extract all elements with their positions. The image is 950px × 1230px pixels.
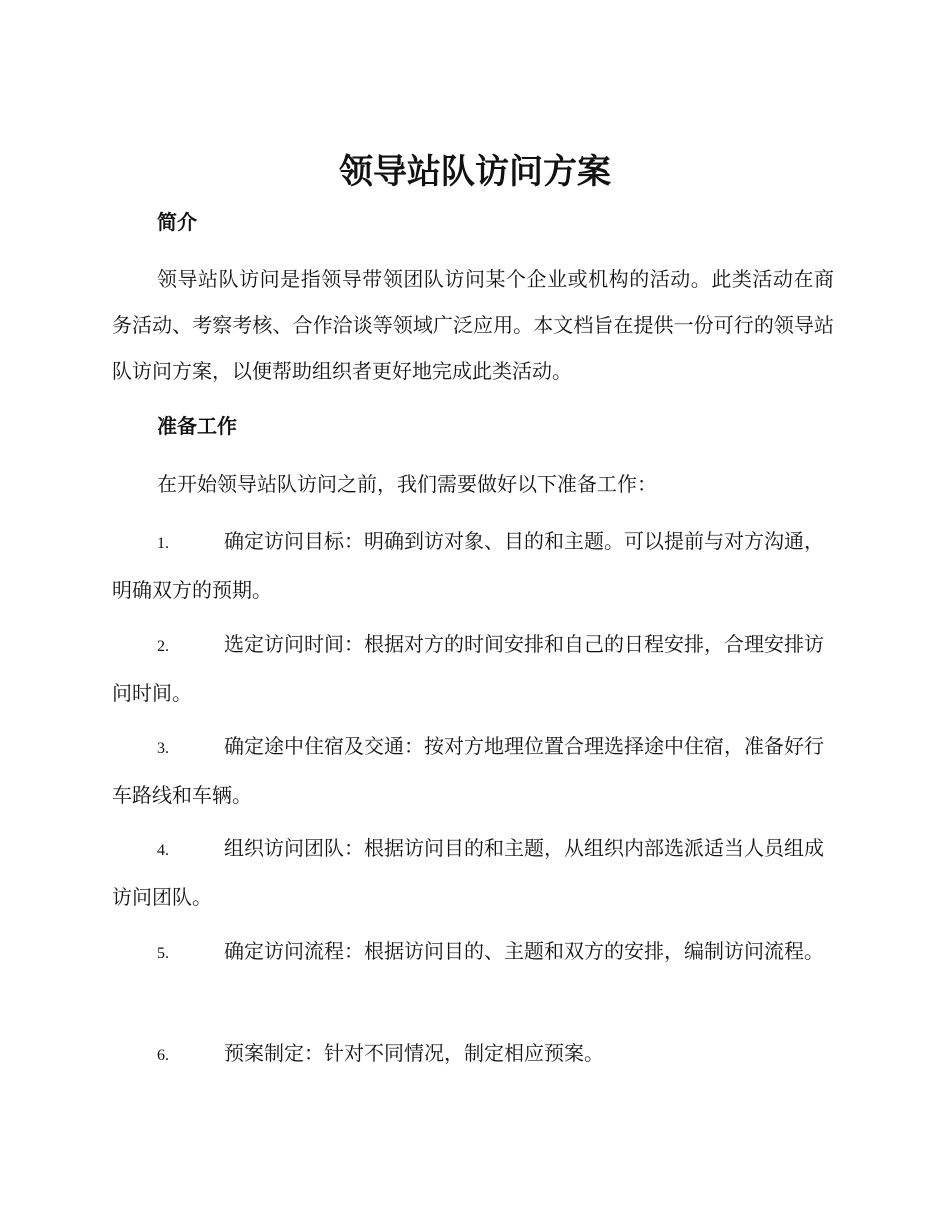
list-item-text: 确定访问流程：根据访问目的、主题和双方的安排，编制访问流程。: [224, 939, 824, 963]
list-item: [112, 621, 834, 716]
list-item-number: 6.: [157, 1047, 169, 1064]
list-item: [112, 723, 834, 818]
intro-paragraph: 领导站队访问是指领导带领团队访问某个企业或机构的活动。此类活动在商务活动、考察考核、合作洽谈等领域广泛应用。本文档旨在提供一份可行的领导站队访问方案，以便帮助组织者更好地完成此类活动。: [112, 267, 834, 383]
list-item-text: 选定访问时间：根据对方的时间安排和自己的日程安排，合理安排访问时间。: [112, 632, 824, 705]
document-title: 领导站队访问方案: [339, 152, 611, 192]
list-item-number: 1.: [157, 535, 169, 552]
list-item: [112, 1030, 834, 1079]
section-heading-intro: 简介: [157, 210, 197, 234]
list-item-number: 5.: [157, 945, 169, 962]
list-item-text: 预案制定：针对不同情况，制定相应预案。: [224, 1041, 604, 1065]
preparation-intro-paragraph: 在开始领导站队访问之前，我们需要做好以下准备工作：: [157, 472, 657, 496]
list-item-number: 2.: [157, 638, 169, 655]
list-item-number: 4.: [157, 842, 169, 859]
section-heading-preparation: 准备工作: [157, 414, 237, 438]
list-item: [112, 518, 834, 613]
list-item-text: 确定访问目标：明确到访对象、目的和主题。可以提前与对方沟通，明确双方的预期。: [112, 529, 824, 602]
list-item-text: 组织访问团队：根据访问目的和主题，从组织内部选派适当人员组成访问团队。: [112, 836, 824, 909]
list-item: [112, 928, 834, 977]
list-item-text: 确定途中住宿及交通：按对方地理位置合理选择途中住宿，准备好行车路线和车辆。: [112, 734, 824, 807]
list-item: [112, 825, 834, 920]
list-item-number: 3.: [157, 740, 169, 757]
